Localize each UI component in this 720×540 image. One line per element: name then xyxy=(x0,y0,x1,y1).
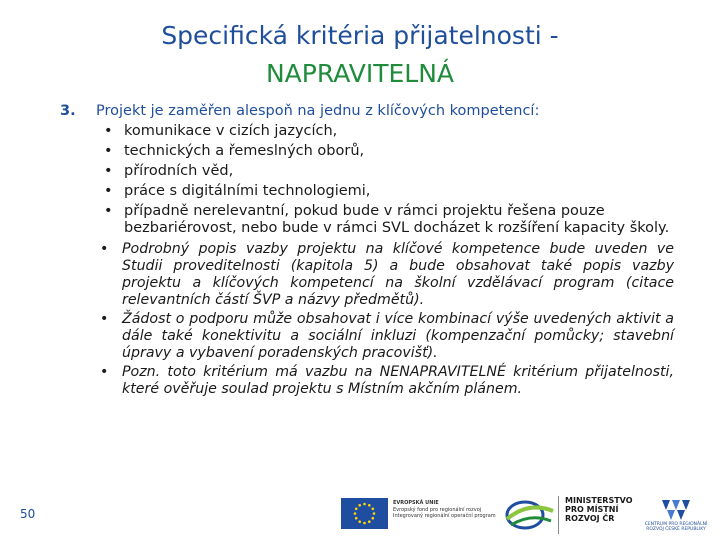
point-heading: Projekt je zaměřen alespoň na jednu z klíčových kompetencí: xyxy=(96,103,540,119)
crr-logo-text: CENTRUM PRO REGIONÁLNÍ ROZVOJ ČESKÉ REPUBLIKY xyxy=(644,522,708,532)
logo-bar xyxy=(0,490,720,540)
bullet-icon: • xyxy=(100,311,109,327)
note-item: • Pozn. toto kritérium má vazbu na NENAPRAVITELNÉ kritérium přijatelnosti, které ověřuje soulad projektu s Místním akčním plánem. xyxy=(100,364,674,397)
page-number: 50 xyxy=(20,507,36,521)
title-line-1: Specifická kritéria přijatelnosti - xyxy=(161,21,559,50)
list-item: • přírodních věd, xyxy=(104,163,234,179)
bullet-icon: • xyxy=(104,163,113,179)
eu-fund-text: EVROPSKÁ UNIE Evropský fond pro regionální rozvoj Integrovaný regionální operační program xyxy=(393,500,496,519)
competence-list xyxy=(58,123,678,237)
bullet-icon: • xyxy=(100,364,109,380)
bullet-icon: • xyxy=(104,203,113,219)
note-item: • Podrobný popis vazby projektu na klíčové kompetence bude uveden ve Studii proveditelnosti (kapitola 5) a bude obsahovat také popis vazby projektu a klíčových kompetencí na školní vzdělávací program (citace relevantních částí ŠVP a názvy předmětů). xyxy=(100,241,674,308)
bullet-icon: • xyxy=(104,123,113,139)
slide-title xyxy=(0,17,720,93)
title-line-2: NAPRAVITELNÁ xyxy=(265,59,454,88)
slide-content xyxy=(58,103,678,398)
point-number: 3. xyxy=(60,103,76,119)
list-item: • technických a řemeslných oborů, xyxy=(104,143,365,159)
list-item: • případně nerelevantní, pokud bude v rámci projektu řešena pouze bezbariérovost, nebo bude v rámci SVL docházet k rozšíření kapacity školy. xyxy=(104,203,670,236)
bullet-icon: • xyxy=(104,143,113,159)
eu-flag-icon xyxy=(341,498,388,529)
ministry-logo: MINISTERSTVO PRO MÍSTNÍ ROZVOJ ČR xyxy=(558,496,637,534)
criterion-point xyxy=(58,103,678,120)
irop-logo-icon xyxy=(503,495,555,533)
bullet-icon: • xyxy=(100,241,109,257)
list-item: • práce s digitálními technologiemi, xyxy=(104,183,371,199)
bullet-icon: • xyxy=(104,183,113,199)
list-item: • komunikace v cizích jazycích, xyxy=(104,123,338,139)
note-item: • Žádost o podporu může obsahovat i více kombinací výše uvedených aktivit a dále také konektivitu a sociální inkluzi (kompenzační pomůcky; stavební úpravy a vybavení poradenských pracovišť). xyxy=(100,311,674,361)
notes-list xyxy=(58,241,678,398)
